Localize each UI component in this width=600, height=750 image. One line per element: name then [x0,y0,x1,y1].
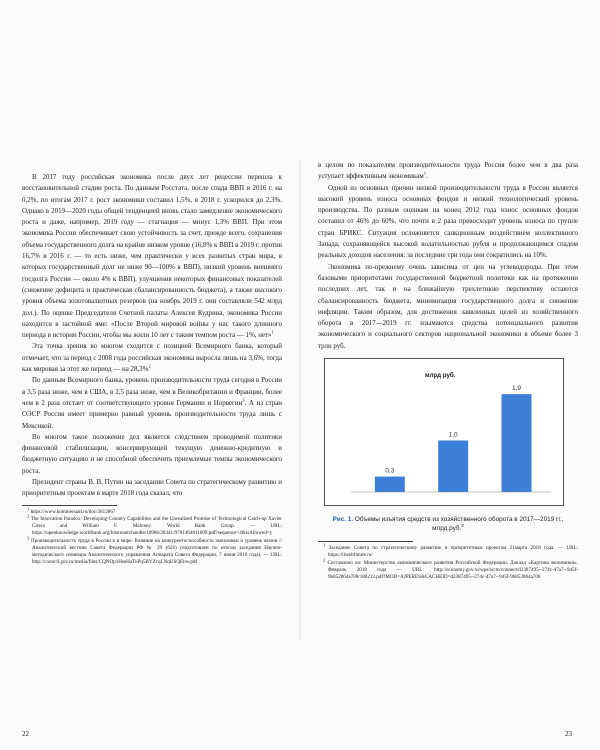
footnote-text: Заседание Совета по стратегическому развитию и приоритетным проектам 21марта 2018 года. — URL: https://itweitfuture.ru/ [325,545,578,559]
footnote [318,542,578,559]
paragraph-tail: . А из стран ОЭСР Россия имеет примерно равный уровень производительности труда лишь с Мексикой. [22,398,282,430]
footnote-text: https://www.kommersant.ru/doc/3812867 [29,508,116,515]
left-page [22,172,282,567]
paragraph [318,160,578,183]
footnote [318,557,578,581]
chart-bar-2019 [502,394,532,492]
footnote [22,513,282,537]
chart-svg [325,359,565,507]
bar-chart [324,358,564,506]
footnote-text: Производительность труда в России к в мире. Влияние на конкурентоспособность экономики и уровень жизни // Аналитический вестник Совета Федерации РФ № 29 (626) (подготовлен по итогам заседания Научно-методического семинара Аналитического управления Аппарата Совета Федерации, 7 июня 2016 года). — URL: http://council.gov.ru/media/files/CQNOp1HseHaTuPq5BYZcqLNqUSQEhw.pdf [29,538,282,566]
chart-data-label: 1,9 [511,385,522,393]
footnote-text: The Innovation Paradox: Developing-Country Capabilities and the Unrealized Promise of Technological Catch-up Xavier Cirera and William F. Maloney. World Bank Group. — URL: https://openknowledge.worldbank.org/bitstream/handle/10986/28341/9781464811609.pdf?sequence=4&isAllowed=y [29,516,282,537]
footnote-number: 2 [27,513,30,519]
paragraph-text: Президент страны В. В. Путин на заседании Совета по стратегическому развитию и приоритетным проектам в марте 2018 года сказал, что [22,478,282,498]
page-gutter [299,160,301,640]
right-body-text [318,160,578,352]
figure-caption-sup: 2 [461,522,464,528]
footnote-text: Составлено по: Министерство экономического развития Российской Федерации. Доклад «Картина экономики». Февраль 2018 года — URL: http://economy.gov.ru/wps/wcm/connect/d2387495--274c-47a7--945f-9b852864a708/180213.pdf?MOD=AJPERES&CACHEID=d2387495--274c-47a7--945f-9b852864a708 [325,559,578,581]
figure-caption [318,515,578,533]
footnote-number: 3 [27,535,30,541]
paragraph-text: в целом по показателям производительности труда Россия более чем в два раза уступает эффективным экономикам [318,161,578,181]
figure-label: Рис. 1. [332,516,354,524]
paragraph [318,262,578,352]
footnote-number: 2 [323,557,326,563]
paragraph [22,341,282,375]
footnote-ref[interactable]: 1 [271,329,274,335]
page-number-right: 23 [565,730,572,738]
figure-caption-text: Объемы изъятия средств из хозяйственного оборота в 2017—2019 гг., млрд.руб. [354,516,564,533]
paragraph-text: По данным Всемирного банка, уровень производительности труда сегодня в России в 3,5 раза ниже, чем в США, в 2,5 раза ниже, чем в Великобритании и Франции, более чем в 2 раза отстает от соответствующего уровня Германии и Норвегии [22,376,282,407]
right-page [318,160,578,582]
paragraph [22,375,282,431]
footnote-ref[interactable]: 3 [242,397,245,403]
footnote-number: 1 [27,505,30,511]
chart-bar-2017 [375,477,405,492]
chart-data-label: 1,0 [448,431,458,439]
paragraph-text: Экономика по-прежнему очень зависима от цен на углеводороды. При этом базовыми приоритетами государственной бюджетной политики как на протяжении последних лет, так и на ближайшую трехлетнюю перспективу остаются сбалансированность бюджета, минимизация государственного долга и снижение инфляции. Таким образом, для достижения заявленных целей из хозяйственного оборота в 2017—2019 гг. изымаются средства потенциального развития экономического и социального секторов национальной экономики в объеме более 3 трлн руб. [318,262,578,350]
paragraph-text: Во многом такое положение дел является следствием проводимой политики финансовой стабилизации, консервирующей текущую денежно-кредитную и бюджетную ситуацию и не способной обеспечить приемлемые темпы экономического роста. [22,432,282,475]
footnote-ref[interactable]: 2 [148,363,151,369]
paragraph [318,183,578,262]
footnote-number: 1 [323,542,326,548]
chart-unit-label: млрд руб. [425,372,456,380]
paragraph-text: Одной из основных причин низкой производительности труда в России является высокий уровень износа основных фондов и низкий технологический уровень производства. По разным оценкам на конец 2012 года износ основных фондов составил от 46% до 60%, что почти в 2 раза превосходит уровень износа по группе стран БРИКС. Ситуация осложняется санкционным воздействием коллективного Запада, сохраняющейся высокой волатильностью рубля и продолжающимся спадом реальных доходов населения: за последние три года они сократились на 10%. [318,183,578,260]
left-footnotes [22,505,282,567]
page-number-left: 22 [22,730,29,738]
left-body-text [22,172,282,500]
paragraph-text: В 2017 году российская экономика после двух лет рецессии перешла к восстановительной стадии роста. По данным Росстата, после спада ВВП в 2016 г. на 0,2%, по итогам 2017 г. рост экономики составил 1,5%, в 2018 г. ускорился до 2,3%. Однако в 2019—2020 годы общей тенденцией вновь стало замедление экономического роста и даже, например, 2019 году — стагнация — минус 1,3% ВВП. При этом экономика России обеспечивает свою устойчивость за счет, прежде всего, сохранения объема государственного долга на крайне низком уровне (16,8% к ВВП в 2019 г. против 16,7% в 2016 г. — то есть ниже, чем практически у всех развитых стран мира, в которых государственный долг не ниже 90—100% к ВВП), низкий уровень внешнего госдолга России — около 4% к ВВП), улучшения некоторых финансовых показателей (снижение дефицита и практическая сбалансированность бюджета), а также высокого уровня объема золотовалютных резервов (на ноябрь 2019 г. они составляли 542 млрд дол.). По оценке Председателя Счетной палаты Алексея Кудрина, экономика России находится в застойной яме: «После Второй мировой войны у нас такого длинного периода в истории России, чтобы мы жили 10 лет с таким темпом роста — 1%, нет» [22,173,282,340]
chart-bar-2018 [438,441,468,493]
right-footnotes [318,542,578,581]
paragraph-tail: . [426,172,428,181]
footnote-ref[interactable]: 1 [423,170,427,176]
paragraph-text: Эта точка зрения во многом сходится с позицией Всемирного банка, который отмечает, что за период с 2008 года российская экономика выросла лишь на 3,6%, тогда как мировая за этот же период — на 28,3% [22,342,282,374]
paragraph [22,172,282,341]
chart-data-label: 0,3 [385,467,395,475]
paragraph [22,432,282,477]
paragraph [22,477,282,500]
footnote [22,535,282,566]
footnote [22,505,282,516]
